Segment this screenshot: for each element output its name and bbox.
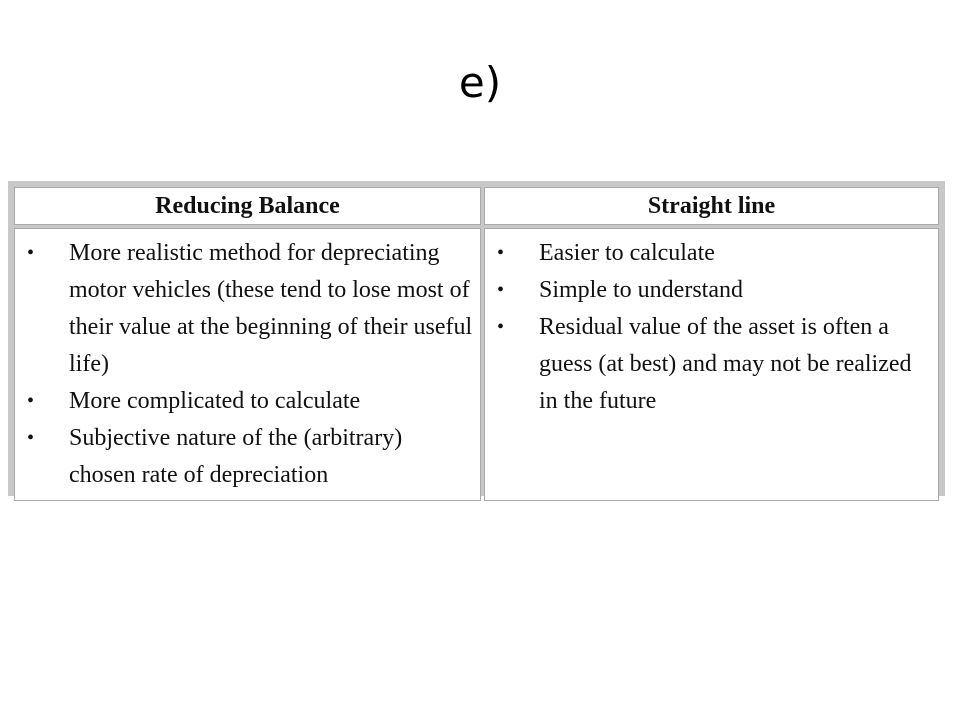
reducing-balance-cell [14, 228, 481, 501]
header-straight-line: Straight line [484, 187, 939, 225]
list-item [15, 420, 474, 494]
bullet-icon: • [27, 427, 35, 449]
list-item-text: More complicated to calculate [69, 388, 361, 414]
straight-line-cell [484, 228, 939, 501]
table-header-row [14, 187, 939, 225]
bullet-icon: • [497, 316, 505, 338]
bullet-icon: • [27, 390, 35, 412]
straight-line-list [485, 235, 932, 420]
list-item-text: More realistic method for depreciating motor vehicles (these tend to lose most of their value at the beginning of their useful life) [69, 240, 473, 377]
list-item [485, 309, 932, 420]
list-item-text: Easier to calculate [539, 240, 715, 266]
header-reducing-balance: Reducing Balance [14, 187, 481, 225]
comparison-table [8, 181, 945, 496]
comparison-table-grid [11, 184, 942, 504]
bullet-icon: • [497, 242, 505, 264]
reducing-balance-list [15, 235, 474, 494]
list-item-text: Subjective nature of the (arbitrary) chosen rate of depreciation [69, 425, 403, 488]
list-item [15, 383, 474, 420]
list-item [15, 235, 474, 383]
list-item-text: Simple to understand [539, 277, 743, 303]
list-item [485, 235, 932, 272]
slide-title: e) [458, 58, 502, 107]
list-item-text: Residual value of the asset is often a guess (at best) and may not be realized in the future [539, 314, 912, 414]
list-item [485, 272, 932, 309]
bullet-icon: • [27, 242, 35, 264]
bullet-icon: • [497, 279, 505, 301]
table-row [14, 228, 939, 501]
